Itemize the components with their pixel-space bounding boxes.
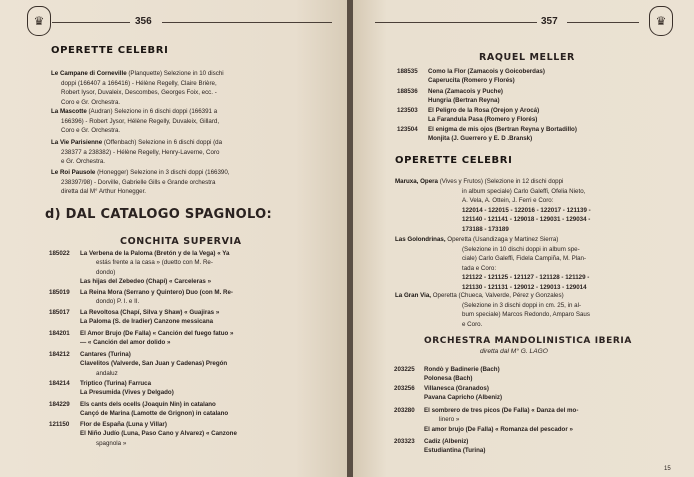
record-line: Cadiz (Albeniz) xyxy=(424,437,469,445)
operetta-text: Coro e Gr. Orchestra. xyxy=(61,98,121,106)
record-line: Caperucita (Romero y Florés) xyxy=(428,77,515,85)
operetta-text: tada e Coro: xyxy=(462,264,497,272)
record-line: El Amor Brujo (De Falla) « Canción del fuego fatuo » xyxy=(80,329,234,337)
record-line: El Peligro de la Rosa (Orejon y Arocá) xyxy=(428,106,540,114)
operetta-title: Le Campane di Corneville xyxy=(51,70,127,77)
header-rule-right xyxy=(162,22,332,23)
operetta-text: (Audran) Selezione in 6 dischi doppi (166391 a xyxy=(86,108,218,115)
record-line: El amor brujo (De Falla) « Romanza del pescador » xyxy=(424,425,573,433)
operetta-text: (Planquette) Selezione in 10 dischi xyxy=(126,70,224,77)
record-number: 188535 xyxy=(397,68,418,75)
operetta-text: 166396) - Robert Jysor, Hélène Regelly, Duvaleix, Gillard, xyxy=(61,117,220,125)
record-number: 203256 xyxy=(394,385,415,392)
operetta-text: 121130 - 121131 - 129012 - 129013 - 129014 xyxy=(462,284,587,291)
record-line: Cançó de Marina (Lamotte de Grignon) in catalano xyxy=(80,410,229,418)
record-number: 185017 xyxy=(49,309,70,316)
operetta-text: Coro e Gr. Orchestra. xyxy=(61,127,121,135)
right-page xyxy=(353,0,694,477)
operetta-title: Maruxa, Opera xyxy=(395,178,438,185)
record-line: El sombrero de tres picos (De Falla) « Danza del mo- xyxy=(424,406,579,414)
artist-heading: RAQUEL MELLER xyxy=(479,52,575,63)
record-line: Cantares (Turina) xyxy=(80,350,131,358)
operetta-text: e Gr. Orchestra. xyxy=(61,158,106,166)
operetta-text: 121122 - 121125 - 121127 - 121128 - 121129 - xyxy=(462,274,590,282)
record-line: Estudiantina (Turina) xyxy=(424,447,486,455)
operetta-text: Operetta (Usandizaga y Martinez Sierra) xyxy=(445,236,559,243)
operetta-title: La Vie Parisienne xyxy=(51,139,103,146)
operetta-text: e Coro. xyxy=(462,320,483,328)
operetta-text: ciale) Carlo Galeffi, Fidela Campiña, M. Plan- xyxy=(462,255,587,263)
record-line: La Revoltosa (Chapí, Silva y Shaw) « Guajiras » xyxy=(80,308,220,316)
operetta-text: 238377 a 238382) - Hélène Regelly, Henry-Laverne, Coro xyxy=(61,148,220,156)
footer-mark: 15 xyxy=(664,466,671,472)
record-line: linero » xyxy=(439,416,460,424)
record-number: 188536 xyxy=(397,88,418,95)
record-number: 184214 xyxy=(49,380,70,387)
operetta-title: La Gran Via, xyxy=(395,292,431,299)
section-heading: OPERETTE CELEBRI xyxy=(395,155,513,166)
page-number: 356 xyxy=(135,16,152,27)
operetta-text: (Honegger) Selezione in 3 dischi doppi (166390, xyxy=(95,169,230,176)
record-number: 123503 xyxy=(397,107,418,114)
operetta-entry xyxy=(51,107,333,117)
section-heading: OPERETTE CELEBRI xyxy=(51,45,169,56)
record-line: Els cants dels ocells (Joaquín Nin) in catalano xyxy=(80,400,216,408)
operetta-text: (Selezione in 3 dischi doppi in cm. 25, in al- xyxy=(462,301,582,309)
record-line: Triptico (Turina) Farruca xyxy=(80,379,152,387)
operetta-title: Las Golondrinas, xyxy=(395,236,446,243)
record-line: Monjita (J. Guerrero y E. D .Bransk) xyxy=(428,135,533,143)
record-line: La Reina Mora (Serrano y Quintero) Duo (con M. Re- xyxy=(80,288,233,296)
orchestra-heading: ORCHESTRA MANDOLINISTICA IBERIA xyxy=(424,336,632,346)
record-line: Las hijas del Zebedeo (Chapí) « Carceleras » xyxy=(80,278,212,286)
record-number: 203225 xyxy=(394,366,415,373)
operetta-entry xyxy=(395,235,685,245)
operetta-text: doppi (166407 a 166416) - Hélène Regelly, Claire Brière, xyxy=(61,79,217,87)
operetta-title: La Mascotte xyxy=(51,108,87,115)
catalog-heading: d) DAL CATALOGO SPAGNOLO: xyxy=(45,207,272,222)
record-line: Nena (Zamacois y Puche) xyxy=(428,87,503,95)
record-number: 184201 xyxy=(49,330,70,337)
record-line: dondo) P. I. e II. xyxy=(96,298,140,306)
record-number: 123504 xyxy=(397,126,418,133)
record-line: — « Canción del amor dolido » xyxy=(80,339,171,347)
record-number: 203280 xyxy=(394,407,415,414)
record-line: spagnola » xyxy=(96,439,127,447)
record-line: andaluz xyxy=(96,369,118,377)
record-line: El Niño Judío (Luna, Paso Cano y Alvarez) « Canzone xyxy=(80,430,237,438)
operetta-text: (Selezione in 10 dischi doppi in album spe- xyxy=(462,245,580,253)
operetta-title: Le Roi Pausole xyxy=(51,169,96,176)
operetta-text: A. Vela, A. Ottein, J. Ferri e Coro: xyxy=(462,197,554,205)
page-number: 357 xyxy=(541,16,558,27)
operetta-text: in album speciale) Carlo Galeffi, Ofelia Nieto, xyxy=(462,187,586,195)
record-line: estás frente a la casa » (duetto con M. Re- xyxy=(96,259,213,267)
operetta-entry xyxy=(51,168,333,178)
operetta-text: Robert Iysor, Duvaleix, Descombes, Georges Foix, ecc. - xyxy=(61,89,217,97)
record-number: 121150 xyxy=(49,421,70,428)
operetta-text: diretta dal M° Arthur Honegger. xyxy=(61,188,147,196)
director-line: diretta dal M° G. LAGO xyxy=(480,348,548,355)
operetta-text: 121140 - 121141 - 129018 - 129031 - 129034 - xyxy=(462,216,591,224)
operetta-entry xyxy=(395,291,685,301)
operetta-text: 173188 - 173189 xyxy=(462,226,509,233)
operetta-text: (Vives y Frutos) (Selezione in 12 dischi doppi xyxy=(438,178,564,185)
record-number: 203323 xyxy=(394,438,415,445)
record-number: 185022 xyxy=(49,250,70,257)
record-line: dondo) xyxy=(96,268,116,276)
record-line: Hungria (Bertran Reyna) xyxy=(428,97,500,105)
header-rule-right xyxy=(567,22,639,23)
record-line: Polonesa (Bach) xyxy=(424,375,473,383)
record-line: Flor de España (Luna y Villar) xyxy=(80,420,167,428)
operetta-text: Operetta (Chueca, Valverde, Pérez y Gonzales) xyxy=(431,292,564,299)
record-number: 184212 xyxy=(49,351,70,358)
record-line: La Presumida (Vives y Delgado) xyxy=(80,389,174,397)
operetta-text: bum speciale) Marcos Redondo, Amparo Saus xyxy=(462,311,590,319)
record-number: 184229 xyxy=(49,401,70,408)
crest-icon: ♛ xyxy=(27,6,51,36)
operetta-entry xyxy=(51,138,333,148)
operetta-text: 238397/98) - Dorville, Gabrielle Gills e Grande orchestra xyxy=(61,178,216,186)
operetta-entry xyxy=(51,69,333,79)
header-rule-left xyxy=(52,22,130,23)
record-line: La Verbena de la Paloma (Bretón y de la Vega) « Ya xyxy=(80,249,230,257)
operetta-text: (Offenbach) Selezione in 6 dischi doppi (da xyxy=(102,139,223,146)
record-line: Rondò y Badinerie (Bach) xyxy=(424,365,500,373)
record-number: 185019 xyxy=(49,289,70,296)
operetta-entry xyxy=(395,177,685,187)
record-line: La Farandula Pasa (Romero y Florés) xyxy=(428,116,538,124)
record-line: El enigma de mis ojos (Bertran Reyna y Bortadillo) xyxy=(428,125,577,133)
record-line: Clavelitos (Valverde, San Juan y Cadenas) Pregón xyxy=(80,360,228,368)
record-line: La Paloma (S. de Iradier) Canzone messicana xyxy=(80,318,214,326)
header-rule-left xyxy=(375,22,537,23)
crest-icon: ♛ xyxy=(649,6,673,36)
artist-heading: CONCHITA SUPERVIA xyxy=(120,236,242,247)
operetta-text: 122014 - 122015 - 122016 - 122017 - 121139 - xyxy=(462,206,591,214)
record-line: Pavana Capricho (Albeniz) xyxy=(424,394,503,402)
record-line: Como la Flor (Zamacois y Goicoberdas) xyxy=(428,67,545,75)
record-line: Villanesca (Granados) xyxy=(424,384,489,392)
